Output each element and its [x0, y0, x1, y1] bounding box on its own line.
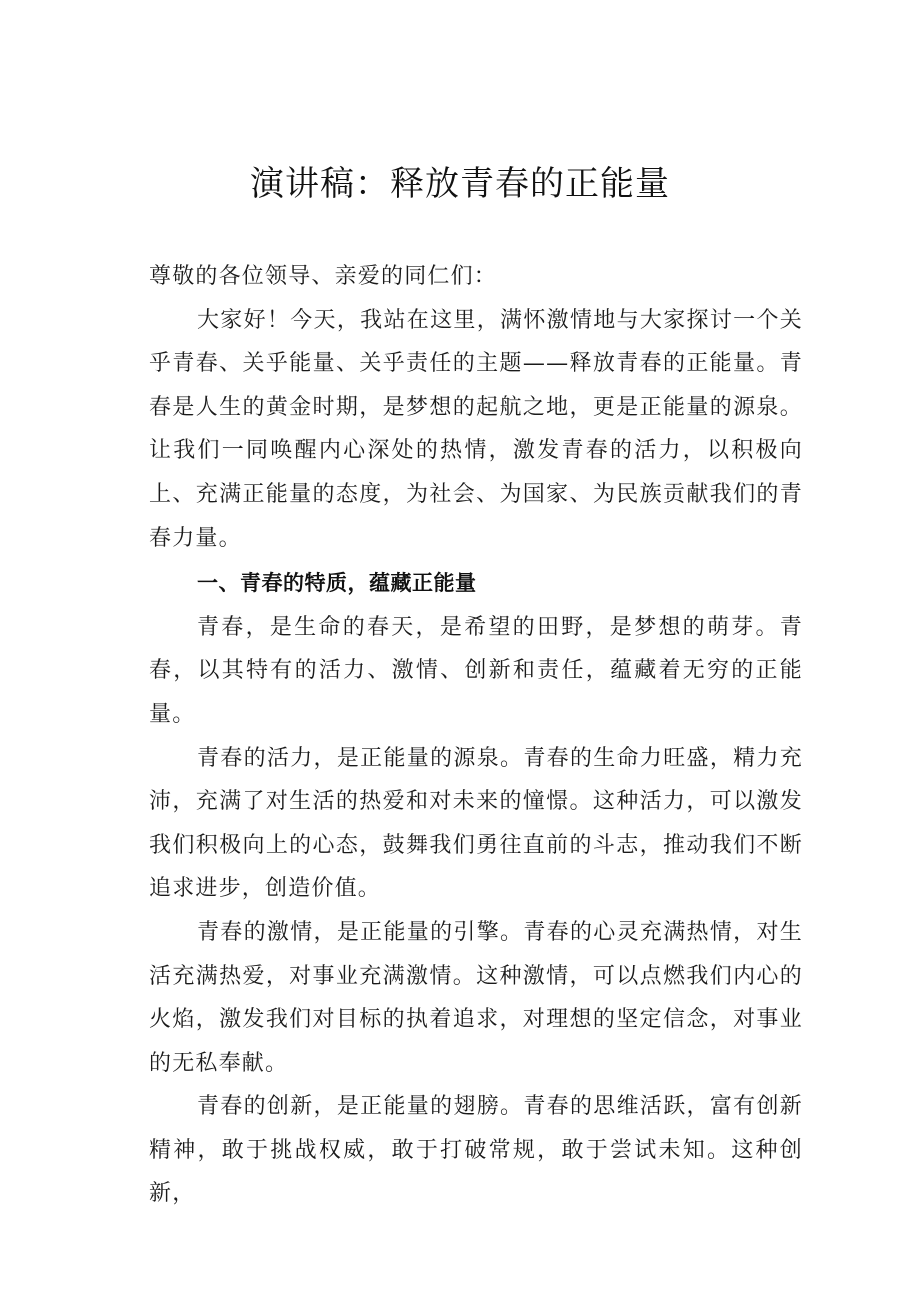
paragraph-intro: 大家好！今天，我站在这里，满怀激情地与大家探讨一个关乎青春、关乎能量、关乎责任的主题——释放青春的正能量。青春是人生的黄金时期，是梦想的起航之地，更是正能量的源泉。让我们一同唤醒内心深处的热情，激发青春的活力，以积极向上、充满正能量的态度，为社会、为国家、为民族贡献我们的青春力量。 [149, 307, 803, 551]
salutation: 尊敬的各位领导、亲爱的同仁们： [149, 264, 498, 289]
paragraph: 青春的活力，是正能量的源泉。青春的生命力旺盛，精力充沛，充满了对生活的热爱和对未来的憧憬。这种活力，可以激发我们积极向上的心态，鼓舞我们勇往直前的斗志，推动我们不断追求进步，创造价值。 [149, 745, 803, 902]
section-heading: 一、青春的特质，蕴藏正能量 [197, 571, 477, 596]
paragraph: 青春的创新，是正能量的翅膀。青春的思维活跃，富有创新精神，敢于挑战权威，敢于打破常规，敢于尝试未知。这种创新， [149, 1094, 803, 1207]
paragraph: 青春的激情，是正能量的引擎。青春的心灵充满热情，对生活充满热爱，对事业充满激情。这种激情，可以点燃我们内心的火焰，激发我们对目标的执着追求，对理想的坚定信念，对事业的无私奉献。 [149, 919, 803, 1076]
document-body [149, 255, 803, 1216]
document-title: 演讲稿：释放青春的正能量 [250, 164, 670, 204]
paragraph: 青春，是生命的春天，是希望的田野，是梦想的萌芽。青春，以其特有的活力、激情、创新和责任，蕴藏着无穷的正能量。 [149, 614, 803, 727]
